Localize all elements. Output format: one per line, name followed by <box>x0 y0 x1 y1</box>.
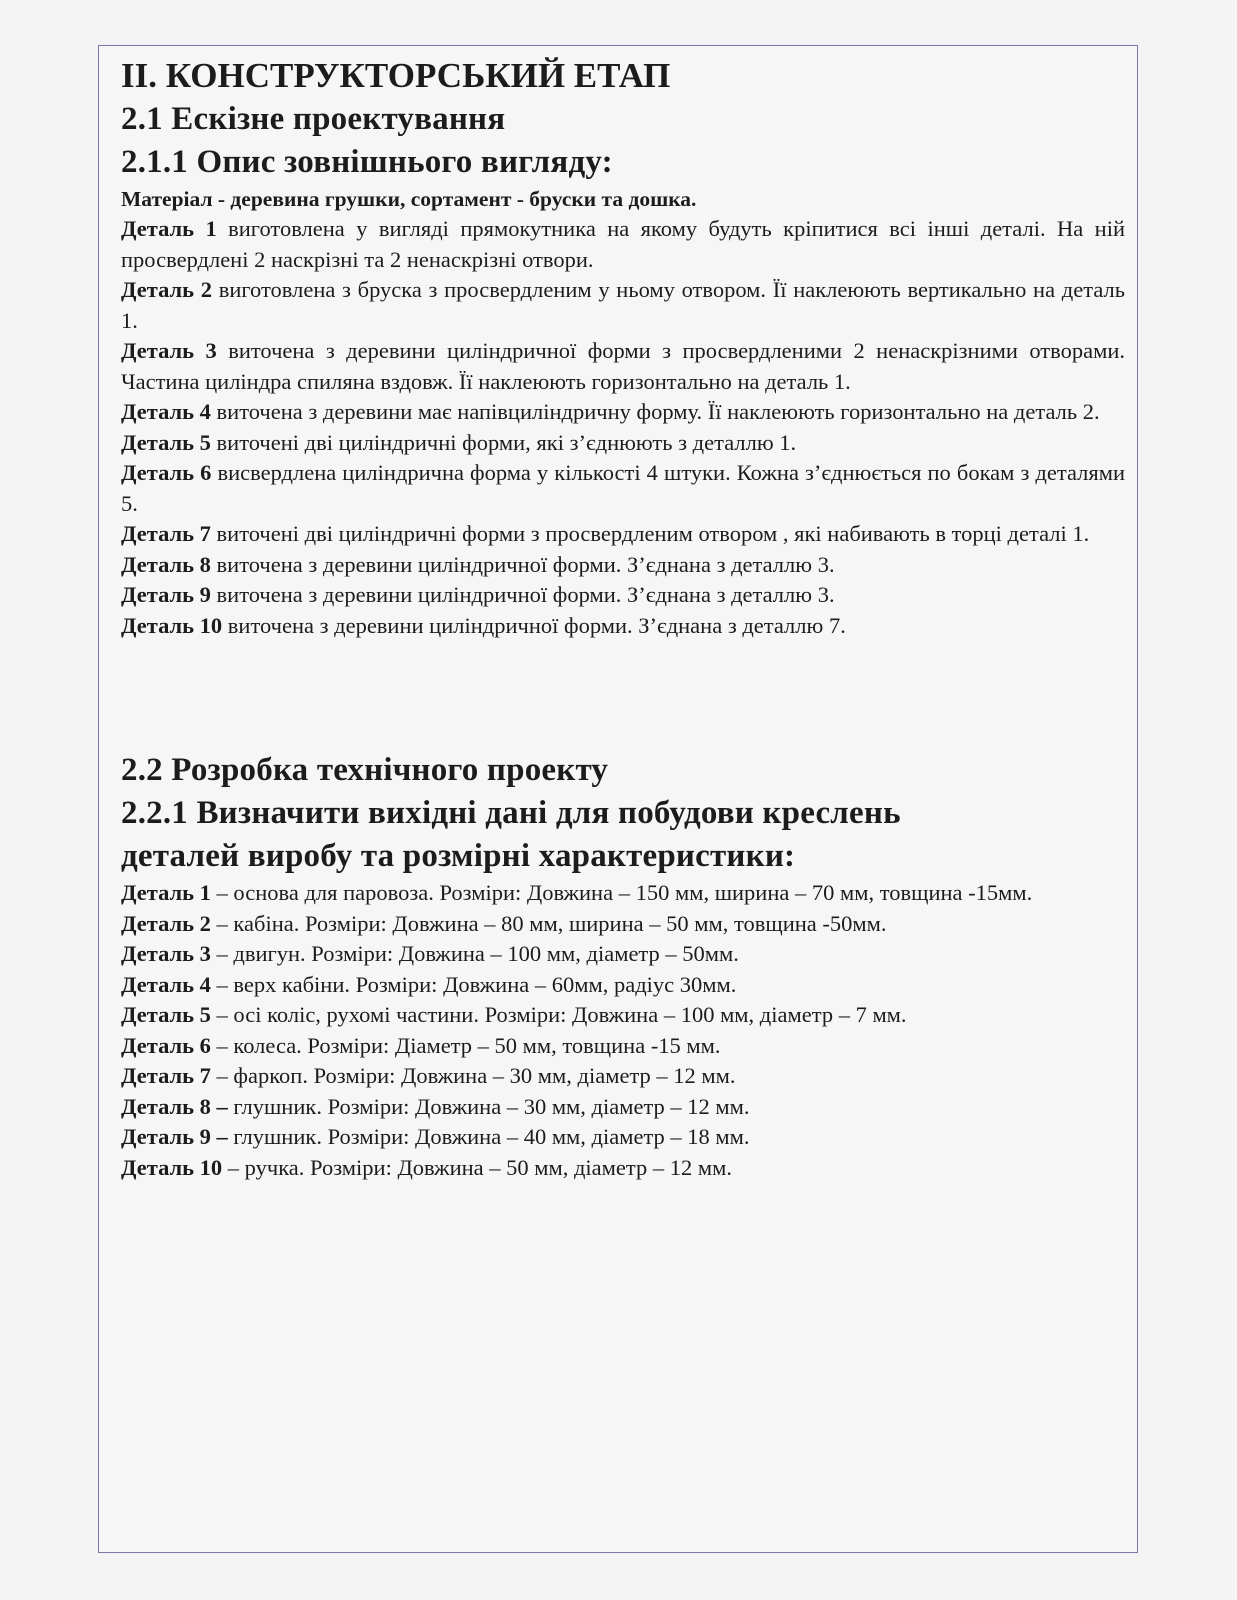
part-description-6: Деталь 6 висвердлена циліндрична форма у кількості 4 штуки. Кожна з’єднюється по бокам з деталями 5. <box>121 460 1125 516</box>
part-dimensions-2: Деталь 2 – кабіна. Розміри: Довжина – 80 мм, ширина – 50 мм, товщина -50мм. <box>121 910 887 936</box>
section-heading-2-2: 2.2 Розробка технічного проекту <box>121 752 609 788</box>
part-dimensions-8: Деталь 8 – глушник. Розміри: Довжина – 30 мм, діаметр – 12 мм. <box>121 1093 750 1119</box>
part-dimensions-1: Деталь 1 – основа для паровоза. Розміри: Довжина – 150 мм, ширина – 70 мм, товщина -15мм. <box>121 880 1033 905</box>
material-line: Матеріал - деревина грушки, сортамент - бруски та дошка. <box>121 187 697 211</box>
part-dimensions-5: Деталь 5 – осі коліс, рухомі частини. Розміри: Довжина – 100 мм, діаметр – 7 мм. <box>121 1002 907 1027</box>
part-description-4: Деталь 4 виточена з деревини має напівциліндричну форму. Її наклеюють горизонтально на деталь 2. <box>121 399 1100 424</box>
document-content <box>121 54 1125 1183</box>
part-description-8: Деталь 8 виточена з деревини циліндричної форми. З’єднана з деталлю 3. <box>121 551 835 577</box>
part-dimensions-9: Деталь 9 – глушник. Розміри: Довжина – 40 мм, діаметр – 18 мм. <box>121 1124 750 1149</box>
part-description-10: Деталь 10 виточена з деревини циліндричної форми. З’єднана з деталлю 7. <box>121 612 846 638</box>
part-description-5: Деталь 5 виточені дві циліндричні форми, які з’єднюють з деталлю 1. <box>121 429 797 455</box>
section-spacer <box>121 641 1125 749</box>
section-heading-2-2-1-line2: деталей виробу та розмірні характеристики: <box>121 838 796 874</box>
part-dimensions-10: Деталь 10 – ручка. Розміри: Довжина – 50 мм, діаметр – 12 мм. <box>121 1154 732 1180</box>
part-description-9: Деталь 9 виточена з деревини циліндричної форми. З’єднана з деталлю 3. <box>121 582 835 607</box>
section-heading-2-1-1: 2.1.1 Опис зовнішнього вигляду: <box>121 144 613 180</box>
section-heading-2-2-1-line1: 2.2.1 Визначити вихідні дані для побудови креслень <box>121 795 901 831</box>
part-dimensions-3: Деталь 3 – двигун. Розміри: Довжина – 100 мм, діаметр – 50мм. <box>121 941 739 966</box>
part-description-2: Деталь 2 виготовлена з бруска з просвердленим у ньому отвором. Її наклеюють вертикально на деталь 1. <box>121 277 1125 333</box>
part-dimensions-6: Деталь 6 – колеса. Розміри: Діаметр – 50 мм, товщина -15 мм. <box>121 1032 721 1058</box>
section-heading-2-1: 2.1 Ескізне проектування <box>121 101 506 137</box>
part-dimensions-7: Деталь 7 – фаркоп. Розміри: Довжина – 30 мм, діаметр – 12 мм. <box>121 1063 736 1088</box>
chapter-title: II. КОНСТРУКТОРСЬКИЙ ЕТАП <box>121 56 671 95</box>
part-description-1: Деталь 1 виготовлена у вигляді прямокутника на якому будуть кріпитися всі інші деталі. На ній просвердлені 2 наскрізні та 2 ненаскрізні отвори. <box>121 216 1125 272</box>
part-description-3: Деталь 3 виточена з деревини циліндричної форми з просвердленими 2 ненаскрізними отворами. Частина циліндра спиляна вздовж. Її наклеюють горизонтально на деталь 1. <box>121 338 1125 394</box>
part-description-7: Деталь 7 виточені дві циліндричні форми з просвердленим отвором , які набивають в торці деталі 1. <box>121 521 1090 546</box>
part-dimensions-4: Деталь 4 – верх кабіни. Розміри: Довжина – 60мм, радіус 30мм. <box>121 971 737 997</box>
